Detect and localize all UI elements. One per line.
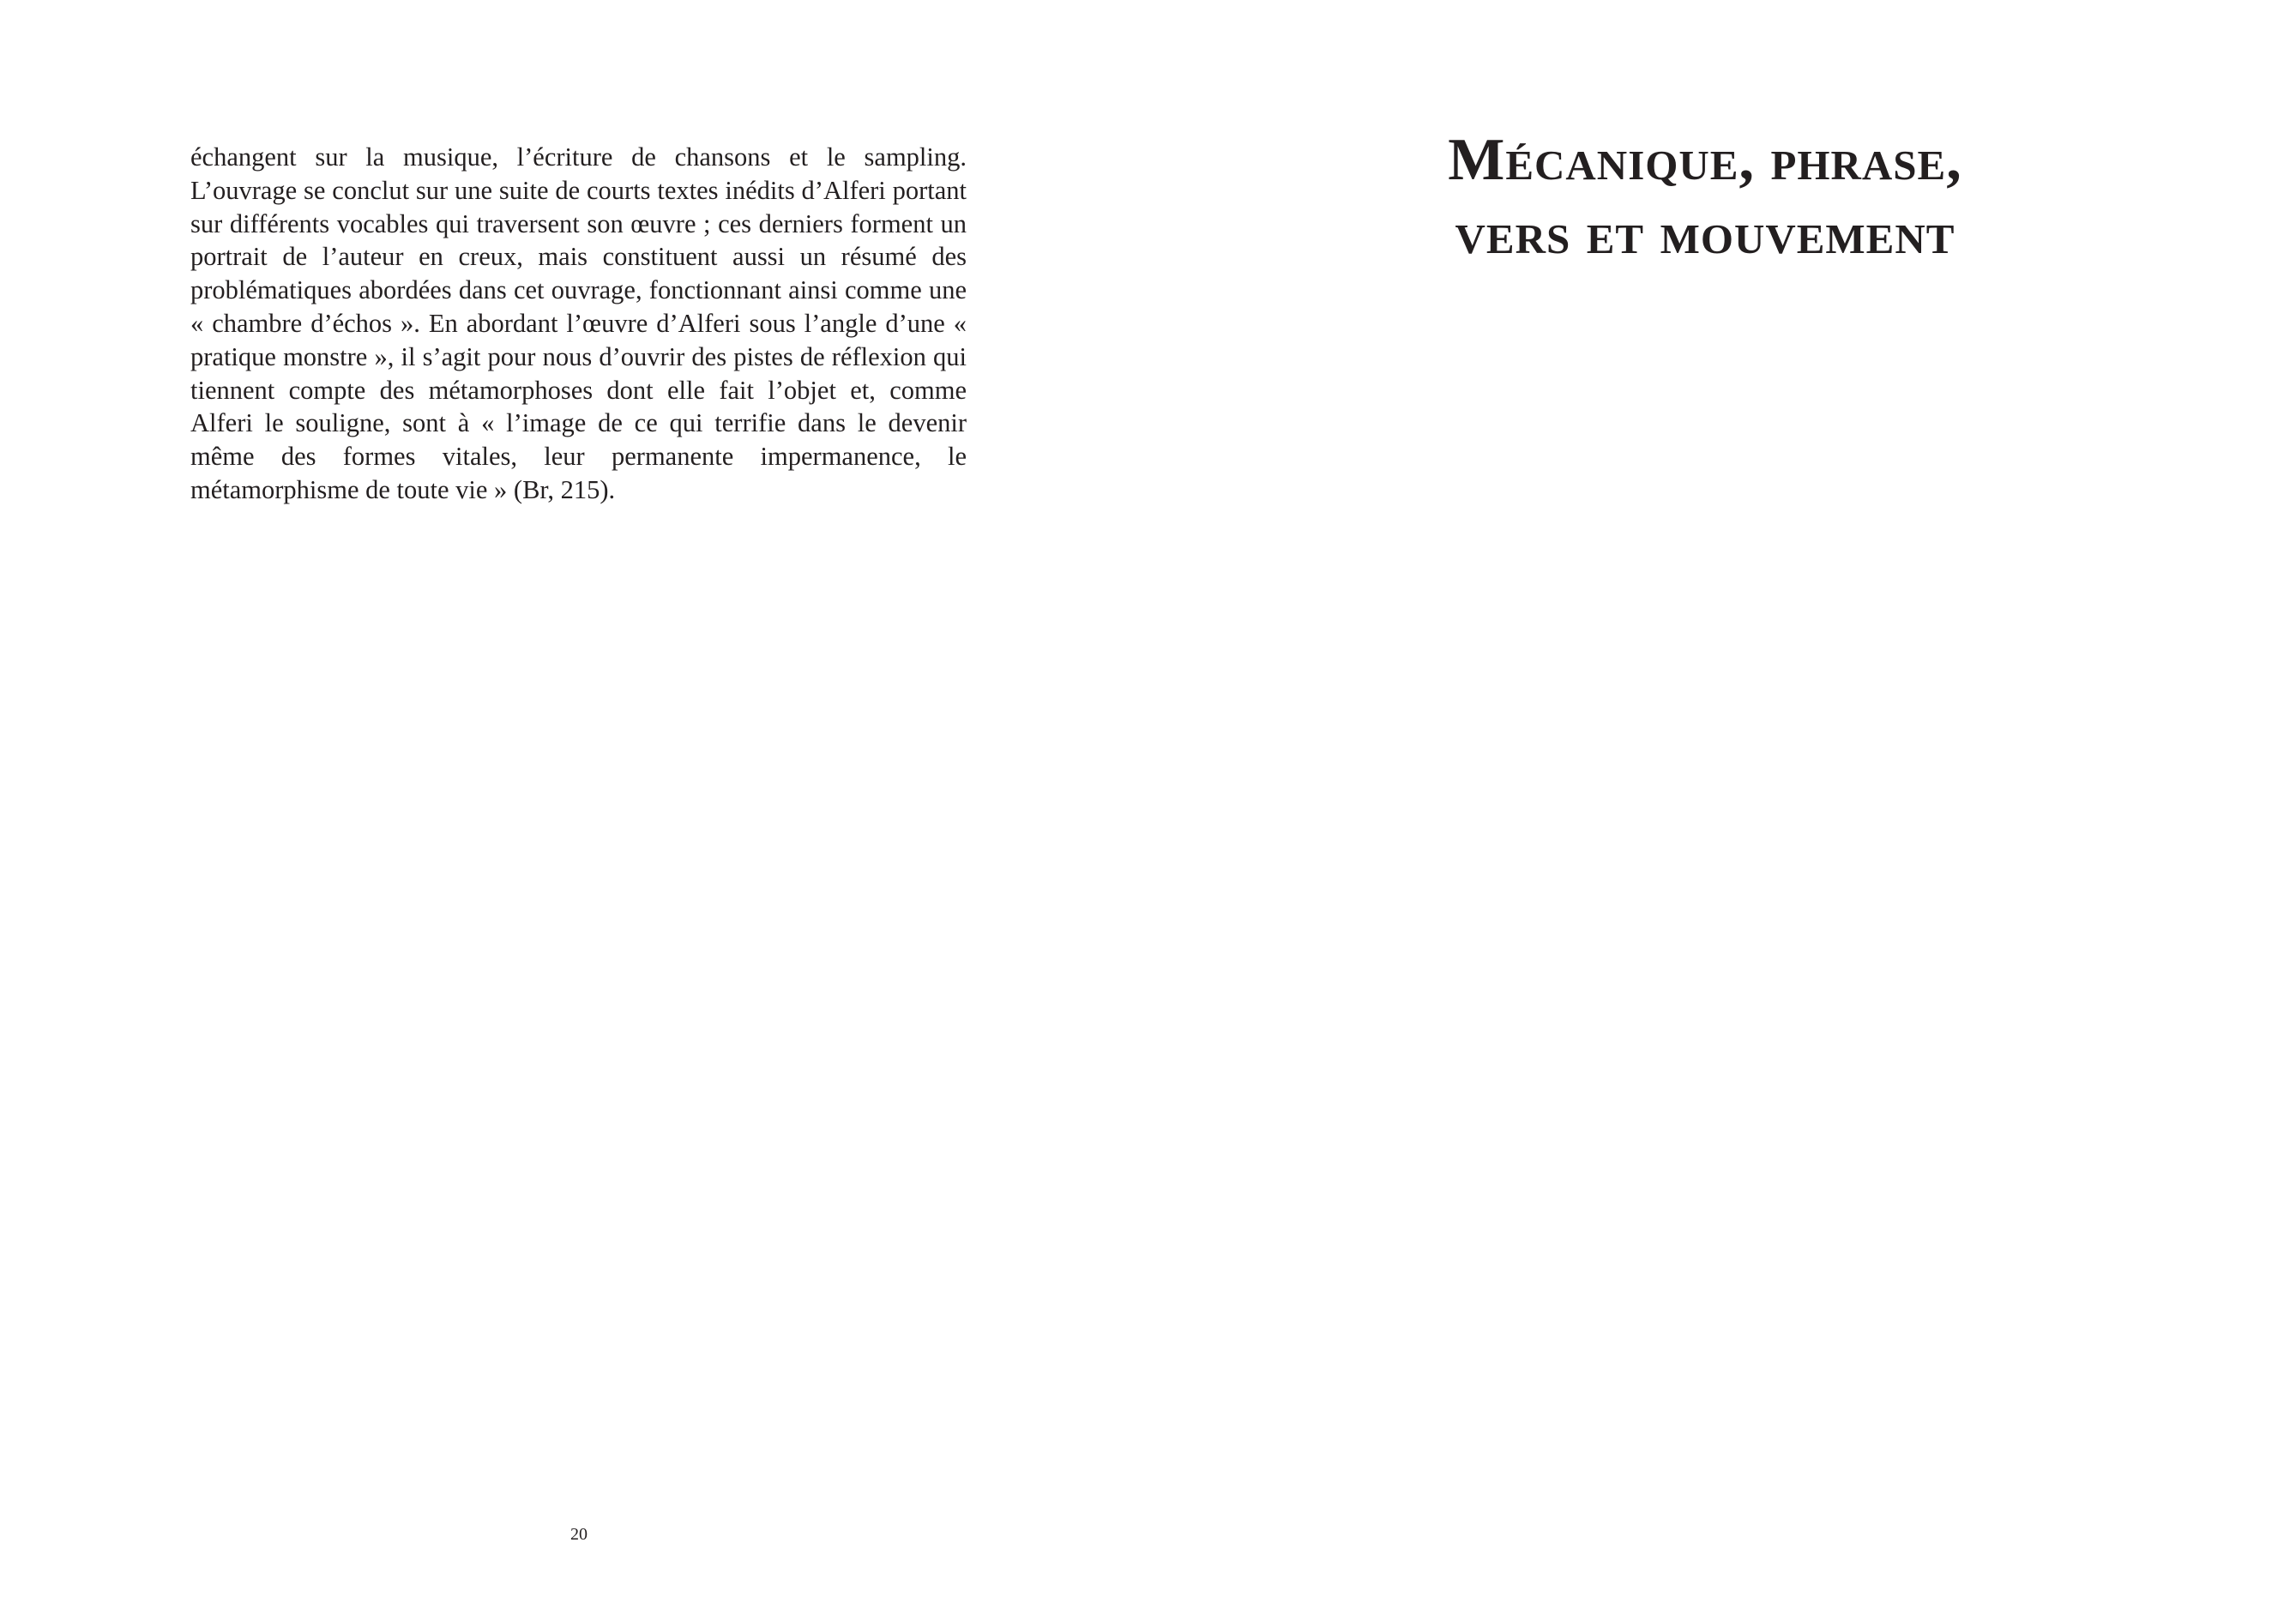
right-page: [1148, 0, 2296, 1621]
page-number: 20: [570, 1525, 588, 1544]
chapter-title: [1405, 124, 2005, 271]
chapter-title-line-2: vers et mouvement: [1455, 201, 1956, 267]
body-paragraph: échangent sur la musique, l’écriture de chansons et le sampling. L’ouvrage se conclut sur une suite de courts textes inédits d’Alferi portant sur différents vocables qui traversent son œuvre ; ces derniers forment un portrait de l’auteur en creux, mais constituent aussi un résumé des problématiques abordées dans cet ouvrage, fonctionnant ainsi comme une « chambre d’échos ». En abordant l’œuvre d’Alferi sous l’angle d’une « pratique monstre », il s’agit pour nous d’ouvrir des pistes de réflexion qui tiennent compte des métamorphoses dont elle fait l’objet et, comme Alferi le souligne, sont à « l’image de ce qui terrifie dans le devenir même des formes vitales, leur permanente impermanence, le métamorphisme de toute vie » (Br, 215).: [190, 142, 967, 504]
chapter-title-line-1: Mécanique, phrase,: [1448, 127, 1962, 193]
